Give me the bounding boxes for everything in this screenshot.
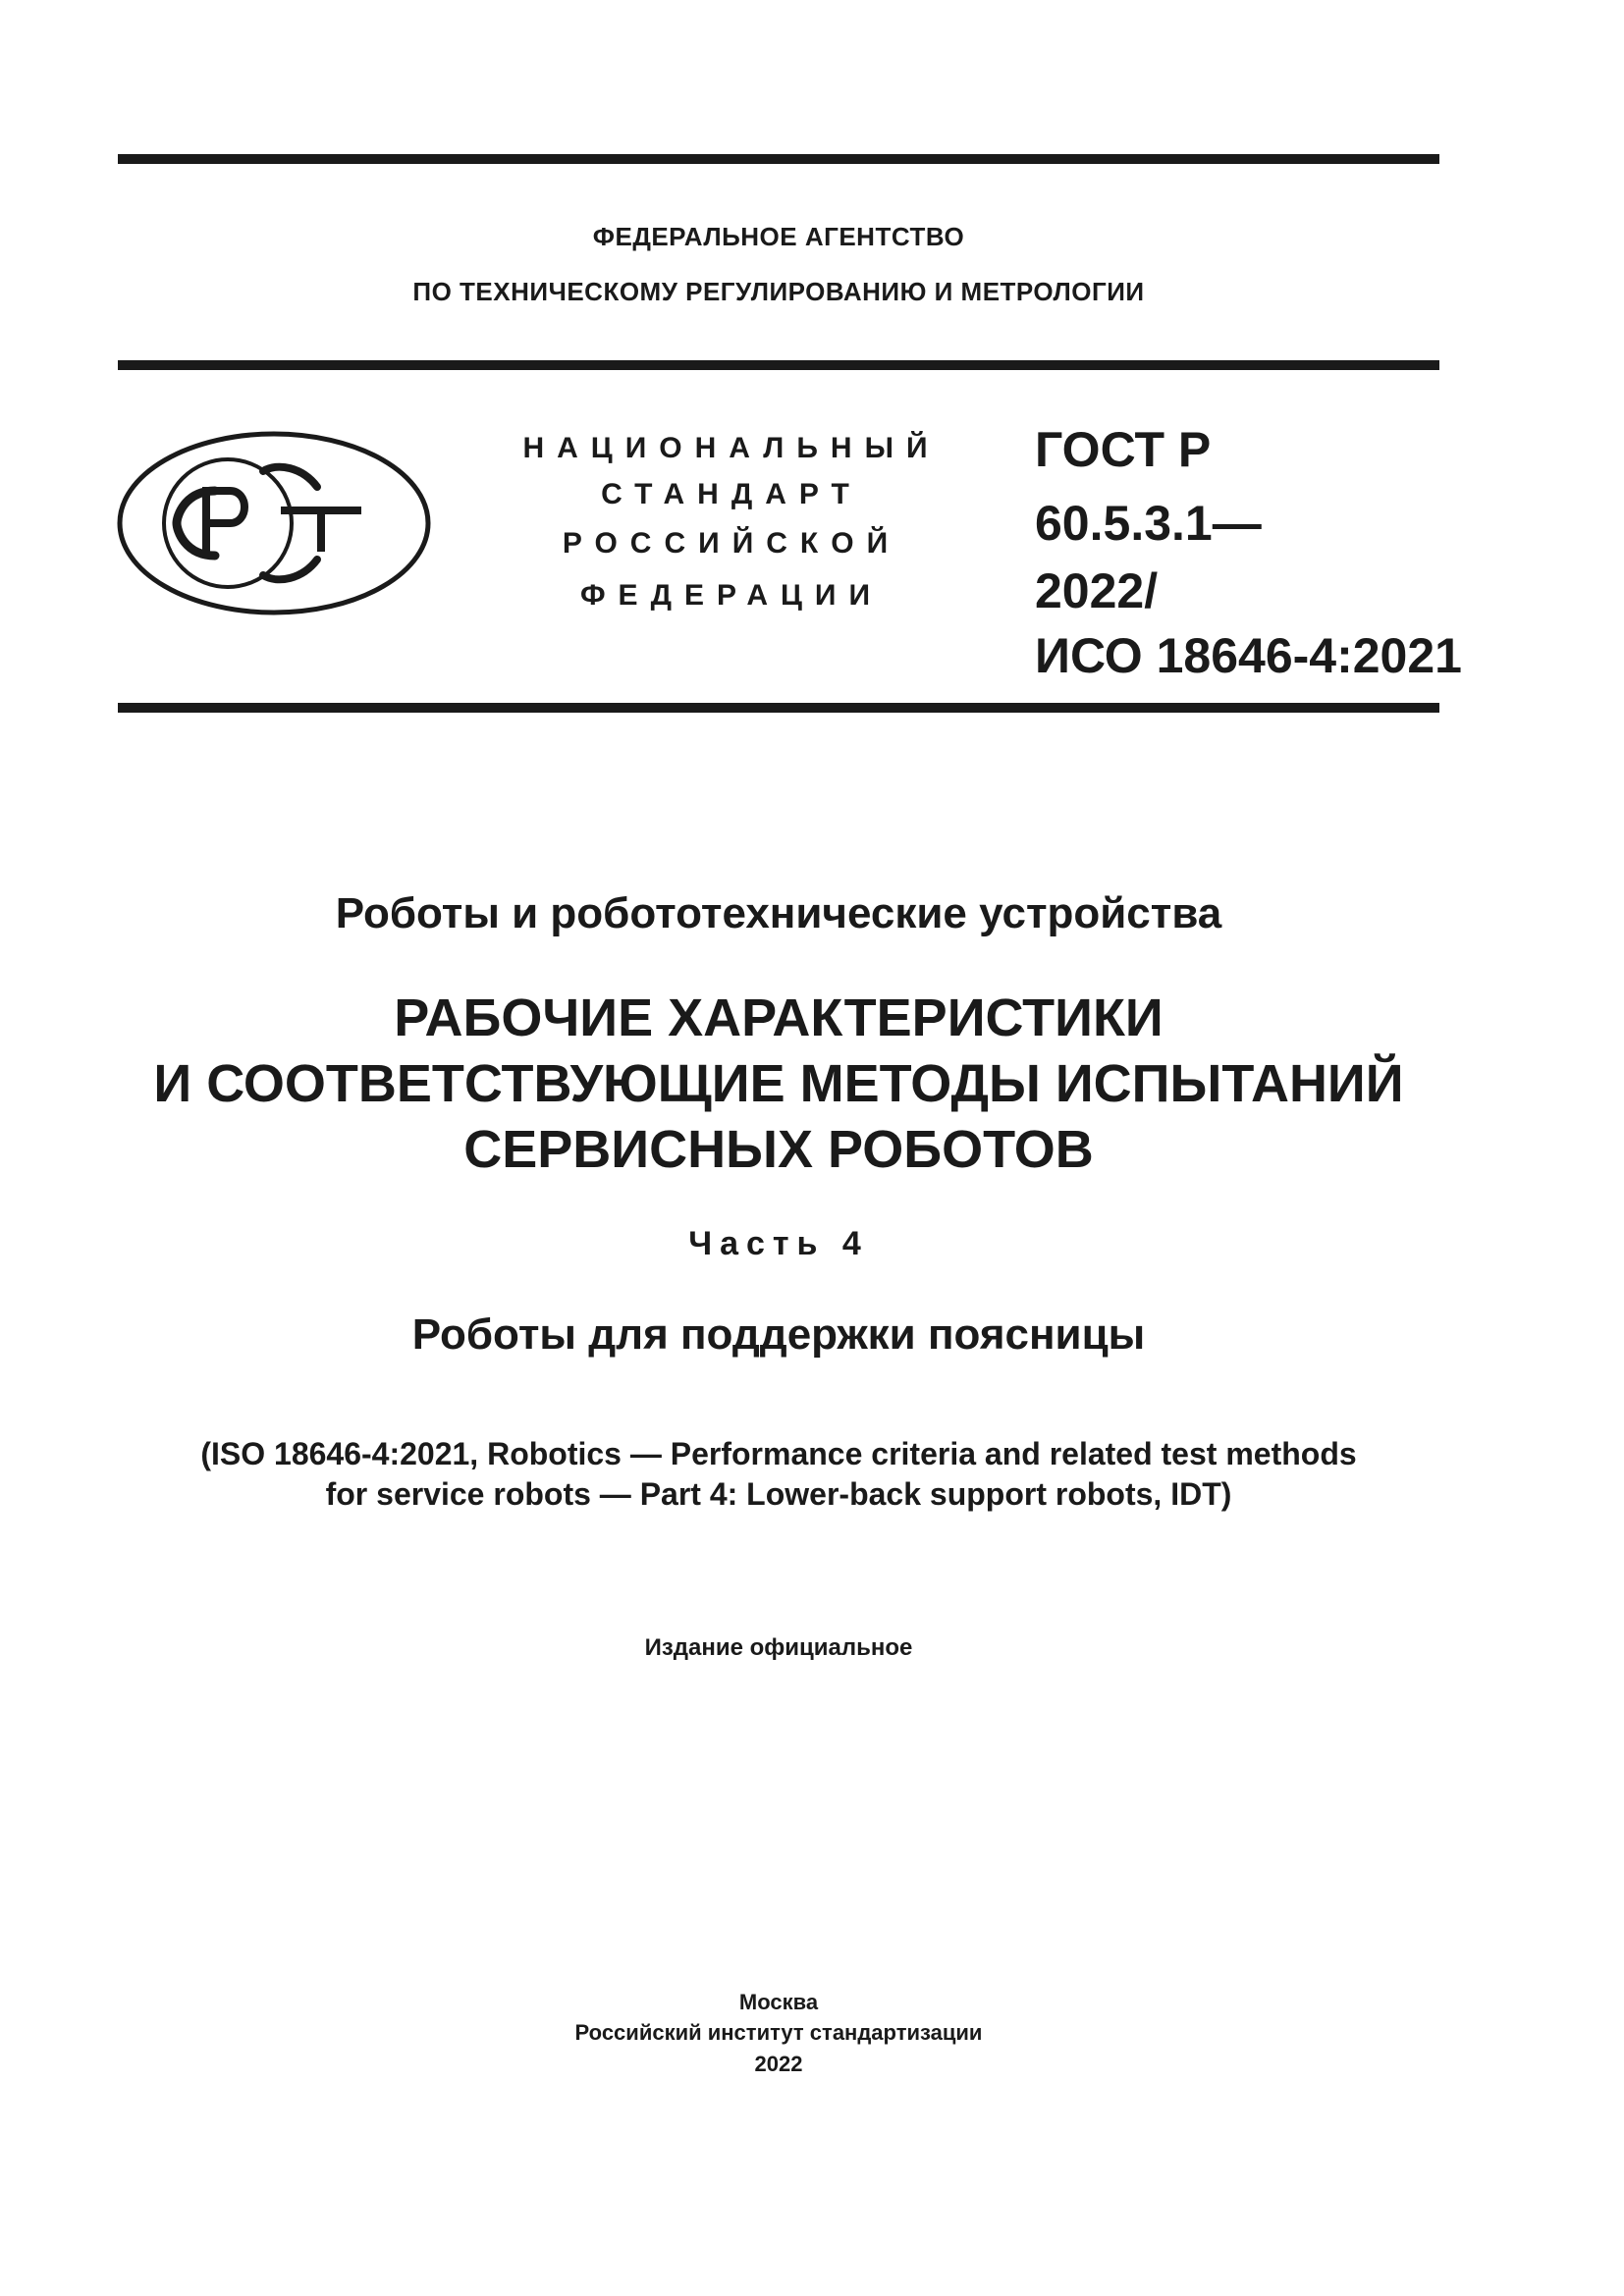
national-line-1: НАЦИОНАЛЬНЫЙ [522, 432, 941, 464]
agency-rule [118, 360, 1439, 370]
edition-label: Издание официальное [644, 1634, 913, 1661]
agency-line-1: ФЕДЕРАЛЬНОЕ АГЕНТСТВО [592, 222, 965, 251]
publisher-name: Российский институт стандартизации [574, 2020, 983, 2045]
national-line-3: РОССИЙСКОЙ [562, 527, 901, 560]
agency-line-2: ПО ТЕХНИЧЕСКОМУ РЕГУЛИРОВАНИЮ И МЕТРОЛОГИИ [412, 277, 1145, 306]
gost-line-4: ИСО 18646-4:2021 [1035, 628, 1462, 683]
main-title-line-3: СЕРВИСНЫХ РОБОТОВ [463, 1120, 1094, 1179]
gost-line-1: ГОСТ Р [1035, 422, 1212, 477]
iso-reference-line-2: for service robots — Part 4: Lower-back support robots, IDT) [325, 1476, 1232, 1512]
main-title-line-1: РАБОЧИЕ ХАРАКТЕРИСТИКИ [394, 988, 1164, 1047]
subject-title: Роботы и робототехнические устройства [335, 889, 1222, 937]
gost-line-3: 2022/ [1035, 563, 1159, 618]
header-rule [118, 703, 1439, 713]
main-title-line-2: И СООТВЕТСТВУЮЩИЕ МЕТОДЫ ИСПЫТАНИЙ [153, 1054, 1404, 1113]
publisher-city: Москва [738, 1990, 819, 2014]
gost-line-2: 60.5.3.1— [1035, 496, 1262, 551]
rst-logo-icon [116, 430, 432, 616]
publisher-year: 2022 [754, 2052, 803, 2076]
national-line-2: СТАНДАРТ [601, 478, 862, 510]
iso-reference-line-1: (ISO 18646-4:2021, Robotics — Performance criteria and related test methods [200, 1436, 1357, 1471]
top-rule [118, 154, 1439, 164]
national-line-4: ФЕДЕРАЦИИ [579, 579, 884, 612]
part-subtitle: Роботы для поддержки поясницы [411, 1310, 1146, 1359]
part-label: Часть 4 [688, 1225, 869, 1262]
